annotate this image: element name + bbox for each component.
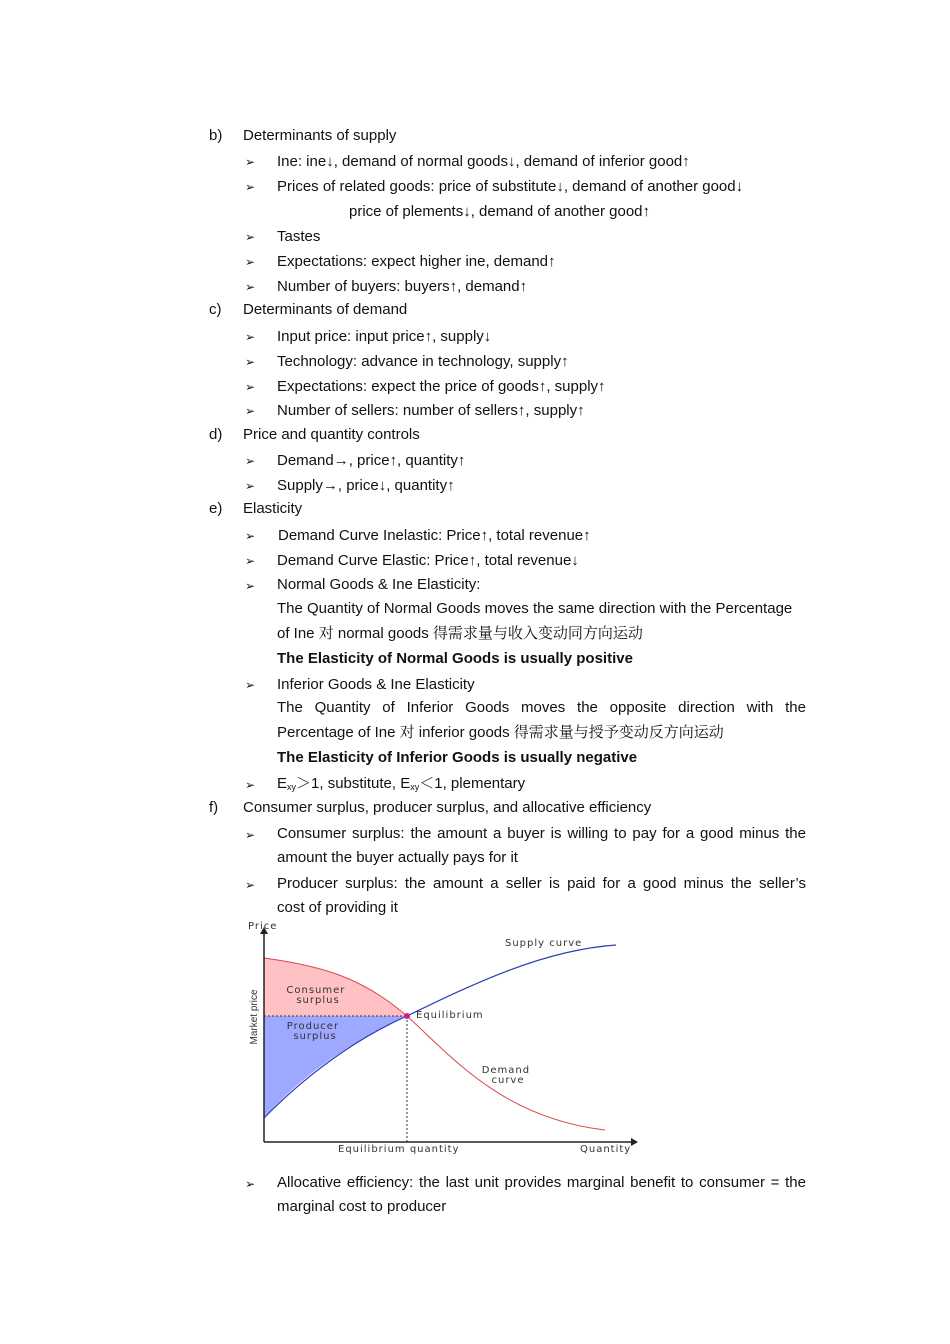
section-e-title: Elasticity	[243, 500, 303, 517]
bullet-icon: ➢	[245, 678, 256, 692]
consumer-surplus-label-line1: Consumer	[286, 985, 346, 996]
cross-t2: ＜1, plementary	[419, 775, 526, 792]
demand-curve-label-line1: Demand	[481, 1065, 531, 1076]
list-item-emphasis: The Elasticity of Inferior Goods is usually negative	[277, 749, 638, 766]
bullet-icon: ➢	[245, 778, 256, 792]
list-item: Supply→, price↓, quantity↑	[277, 477, 455, 494]
list-item: Allocative efficiency: the last unit provides marginal benefit to consumer = the	[277, 1174, 806, 1191]
equilibrium-label: Equilibrium	[416, 1010, 484, 1021]
bullet-icon: ➢	[245, 380, 256, 394]
list-item: Inferior Goods & Ine Elasticity	[277, 676, 475, 693]
section-c-title: Determinants of demand	[243, 301, 408, 318]
list-item: Technology: advance in technology, supply↑	[277, 353, 569, 370]
list-item-text: The Quantity of Normal Goods moves the same direction with the Percentage	[277, 600, 793, 617]
x-axis-label: Quantity	[580, 1144, 632, 1155]
section-f-title: Consumer surplus, producer surplus, and allocative efficiency	[243, 799, 652, 816]
list-item: Number of buyers: buyers↑, demand↑	[277, 278, 528, 295]
producer-surplus-label-line2: surplus	[293, 1031, 337, 1042]
consumer-surplus-label-line2: surplus	[296, 995, 340, 1006]
bullet-icon: ➢	[245, 1177, 256, 1191]
list-item: Consumer surplus: the amount a buyer is willing to pay for a good minus the	[277, 825, 806, 842]
bullet-icon: ➢	[245, 255, 256, 269]
bullet-icon: ➢	[245, 579, 256, 593]
list-item: Demand→, price↑, quantity↑	[277, 452, 466, 469]
cross-e1: E	[277, 775, 288, 792]
demand-curve-label-line2: curve	[491, 1075, 525, 1086]
bullet-icon: ➢	[245, 280, 256, 294]
bullet-icon: ➢	[245, 454, 256, 468]
cross-sub1: xy	[287, 782, 297, 792]
cross-sub2: xy	[410, 782, 420, 792]
list-item: Normal Goods & Ine Elasticity:	[277, 576, 481, 593]
section-c-marker: c)	[209, 301, 222, 318]
list-item: Ine: ine↓, demand of normal goods↓, demand of inferior good↑	[277, 153, 690, 170]
supply-curve-label: Supply curve	[505, 938, 583, 949]
producer-surplus-label	[287, 1021, 344, 1042]
section-f-marker: f)	[209, 799, 219, 816]
list-item: Prices of related goods: price of substitute↓, demand of another good↓	[277, 178, 744, 195]
list-item: Producer surplus: the amount a seller is paid for a good minus the seller’s	[277, 875, 806, 892]
list-item: Tastes	[277, 228, 321, 245]
list-item-text: of Ine 对 normal goods 得需求量与收入变动同方向运动	[277, 625, 643, 642]
bullet-icon: ➢	[245, 404, 256, 418]
y-axis-label: Price	[248, 921, 278, 932]
bullet-icon: ➢	[245, 330, 256, 344]
list-item: Expectations: expect higher ine, demand↑	[277, 253, 556, 270]
list-item: Demand Curve Elastic: Price↑, total revenue↓	[277, 552, 579, 569]
bullet-icon: ➢	[245, 529, 256, 543]
surplus-chart	[243, 918, 643, 1158]
bullet-icon: ➢	[245, 554, 256, 568]
section-b-marker: b)	[209, 127, 223, 144]
list-item: Expectations: expect the price of goods↑, supply↑	[277, 378, 606, 395]
section-d-title: Price and quantity controls	[243, 426, 420, 443]
cross-e2: E	[400, 775, 411, 792]
list-item: Input price: input price↑, supply↓	[277, 328, 492, 345]
list-item-text: amount the buyer actually pays for it	[277, 849, 518, 866]
bullet-icon: ➢	[245, 878, 256, 892]
demand-curve-label	[482, 1065, 535, 1086]
list-item: Demand Curve Inelastic: Price↑, total revenue↑	[278, 527, 591, 544]
list-item-text: marginal cost to producer	[277, 1198, 447, 1215]
y-side-label: Market price	[249, 989, 260, 1045]
section-b-title: Determinants of supply	[243, 127, 397, 144]
bullet-icon: ➢	[245, 479, 256, 493]
bullet-icon: ➢	[245, 180, 256, 194]
list-item: Number of sellers: number of sellers↑, supply↑	[277, 402, 585, 419]
list-item-text: The Quantity of Inferior Goods moves the opposite direction with the	[277, 699, 806, 716]
section-d-marker: d)	[209, 426, 223, 443]
cross-elasticity-item	[277, 774, 525, 797]
cross-t1: ＞1, substitute,	[296, 775, 401, 792]
x-axis-arrow	[631, 1138, 638, 1146]
list-item-text: cost of providing it	[277, 899, 398, 916]
bullet-icon: ➢	[245, 355, 256, 369]
equilibrium-point	[404, 1013, 410, 1019]
x-tick-label: Equilibrium quantity	[338, 1144, 460, 1155]
bullet-icon: ➢	[245, 155, 256, 169]
list-item-emphasis: The Elasticity of Normal Goods is usually positive	[277, 650, 633, 667]
bullet-icon: ➢	[245, 828, 256, 842]
producer-surplus-label-line1: Producer	[286, 1021, 340, 1032]
list-item-continuation: price of plements↓, demand of another good↑	[349, 203, 651, 220]
bullet-icon: ➢	[245, 230, 256, 244]
list-item-text: Percentage of Ine 对 inferior goods 得需求量与授予变动反方向运动	[277, 724, 724, 741]
section-e-marker: e)	[209, 500, 223, 517]
